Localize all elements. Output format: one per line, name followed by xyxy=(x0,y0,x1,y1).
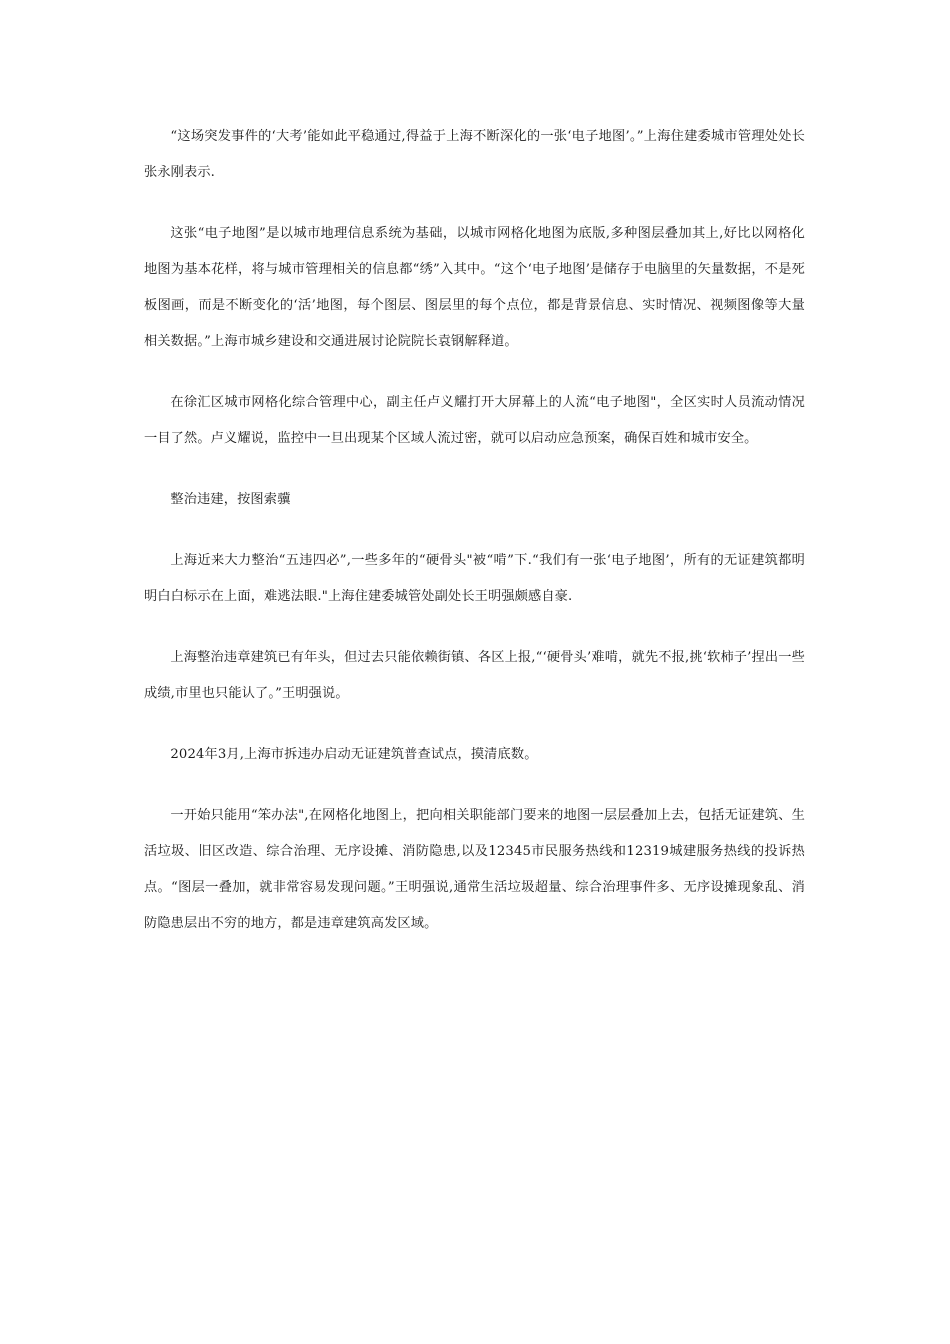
paragraph-6: 2024年3月,上海市拆违办启动无证建筑普查试点，摸清底数。 xyxy=(170,747,538,762)
section-heading: 整治违建，按图索骥 xyxy=(170,492,291,507)
paragraph-1: “这场突发事件的‘大考’能如此平稳通过,得益于上海不断深化的一张‘电子地图’。”上海住建委城市管理处处长张永刚表示. xyxy=(144,129,805,180)
paragraph-7: 一开始只能用“笨办法",在网格化地图上，把向相关职能部门要来的地图一层层叠加上去，包括无证建筑、生活垃圾、旧区改造、综合治理、无序设摊、消防隐患,以及12345市民服务热线和12319城建服务热线的投诉热点。“图层一叠加，就非常容易发现问题。”王明强说,通常生活垃圾超量、综合治理事件多、无序设摊现象乱、消防隐患层出不穷的地方，都是违章建筑高发区域。 xyxy=(144,808,805,931)
paragraph-5: 上海整治违章建筑已有年头，但过去只能依赖街镇、各区上报,“‘硬骨头’难啃，就先不报,挑‘软柿子’捏出一些成绩,市里也只能认了。”王明强说。 xyxy=(144,650,805,701)
paragraph-4: 上海近来大力整治“五违四必”,一些多年的“硬骨头"被“啃”下.“我们有一张‘电子地图’，所有的无证建筑都明明白白标示在上面，难逃法眼."上海住建委城管处副处长王明强颇感自豪. xyxy=(144,553,805,604)
paragraph-2: 这张“电子地图”是以城市地理信息系统为基础，以城市网格化地图为底版,多种图层叠加其上,好比以网格化地图为基本花样，将与城市管理相关的信息都“绣”入其中。“这个‘电子地图’是储存于电脑里的矢量数据，不是死板图画，而是不断变化的‘活’地图，每个图层、图层里的每个点位，都是背景信息、实时情况、视频图像等大量相关数据。”上海市城乡建设和交通进展讨论院院长袁钢解释道。 xyxy=(144,226,805,349)
paragraph-3: 在徐汇区城市网格化综合管理中心，副主任卢义耀打开大屏幕上的人流“电子地图"，全区实时人员流动情况一目了然。卢义耀说，监控中一旦出现某个区域人流过密，就可以启动应急预案，确保百姓和城市安全。 xyxy=(144,395,805,446)
document-body xyxy=(144,119,805,967)
